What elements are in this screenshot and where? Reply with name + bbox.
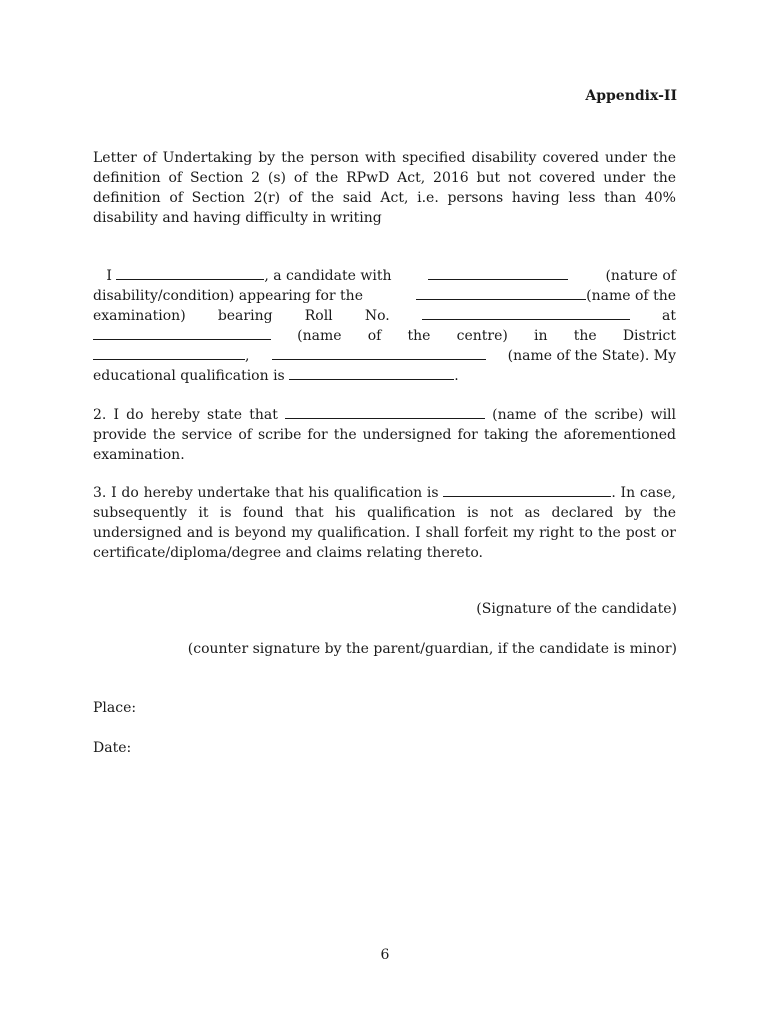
p2-text: 2. I do hereby state that: [93, 407, 278, 423]
disability-blank[interactable]: [428, 267, 568, 280]
intro-paragraph: Letter of Undertaking by the person with specified disability covered under the definition of Section 2 (s) of the RPwD Act, 2016 but not covered under the definition of Section 2(r) of the said Act, i.e. persons having less than 40% disability and having difficulty in writing: [93, 150, 676, 226]
p1-text: (name of the: [586, 288, 676, 304]
p1-text: No.: [364, 308, 390, 324]
p1-text: I: [106, 268, 112, 284]
centre-blank[interactable]: [93, 327, 271, 340]
candidate-name-blank[interactable]: [116, 267, 264, 280]
p1-text: in: [534, 328, 548, 344]
p1-text: at: [662, 308, 676, 324]
p1-text: (name of the State). My: [507, 348, 676, 364]
place-label: Place:: [93, 700, 137, 716]
p1-text: educational qualification is: [93, 368, 285, 384]
district-blank[interactable]: [93, 347, 245, 360]
p1-text: (nature of: [605, 268, 676, 284]
appendix-title: Appendix-II: [585, 88, 677, 104]
scribe-name-blank[interactable]: [285, 406, 485, 419]
roll-number-blank[interactable]: [422, 307, 630, 320]
p1-text: .: [454, 368, 459, 384]
counter-signature: (counter signature by the parent/guardian, if the candidate is minor): [187, 641, 677, 657]
p1-text: , a candidate with: [264, 268, 392, 284]
signature-candidate: (Signature of the candidate): [476, 601, 677, 617]
examination-blank[interactable]: [416, 287, 586, 300]
p1-text: District: [622, 328, 676, 344]
p1-text: the: [407, 328, 431, 344]
page-number: 6: [380, 947, 390, 963]
p1-line-2: [93, 286, 676, 306]
p1-text: ,: [245, 348, 250, 364]
p3-text: 3. I do hereby undertake that his qualification is: [93, 485, 439, 501]
p1-text: the: [573, 328, 597, 344]
p1-text: (name: [297, 328, 342, 344]
paragraph-1: [93, 266, 676, 386]
date-label: Date:: [93, 740, 132, 756]
p3-text: . In case, subsequently it is found that his qualification is not as declared by the undersigned and is beyond my qualification. I shall forfeit my right to the post or certificate/diploma/degree and claims relating thereto.: [93, 485, 676, 561]
qualification-blank[interactable]: [289, 367, 454, 380]
p1-text: Roll: [304, 308, 333, 324]
scribe-qualification-blank[interactable]: [443, 484, 611, 497]
paragraph-3: [93, 483, 676, 563]
state-blank[interactable]: [272, 347, 486, 360]
p1-text: centre): [456, 328, 508, 344]
paragraph-2: [93, 405, 676, 465]
p1-line-1: [93, 266, 676, 286]
p1-text: examination): [93, 308, 186, 324]
p1-line-4: [93, 326, 676, 346]
p1-line-5: [93, 346, 676, 366]
p2-text: (name of the scribe) will provide the service of scribe for the undersigned for taking the aforementioned examination.: [93, 407, 677, 463]
p1-line-6: [93, 366, 676, 386]
p1-line-3: [93, 306, 676, 326]
p1-text: bearing: [217, 308, 273, 324]
p1-text: disability/condition) appearing for the: [93, 288, 363, 304]
p1-text: of: [367, 328, 382, 344]
